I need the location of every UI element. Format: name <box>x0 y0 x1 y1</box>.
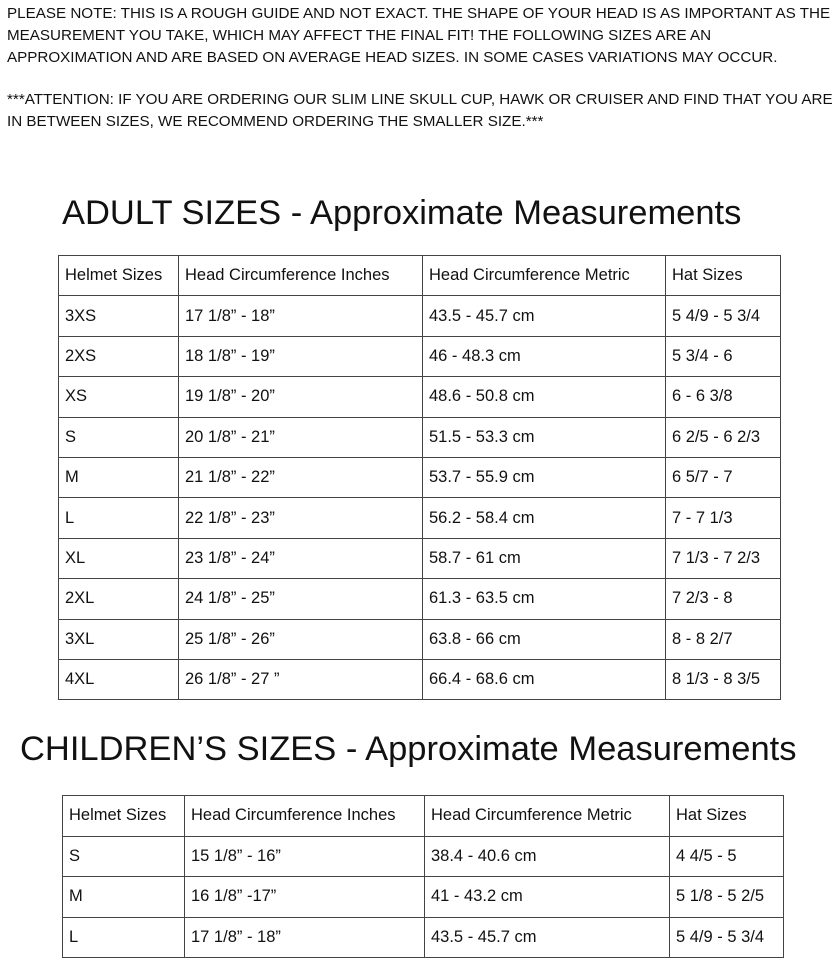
inches-cell: 17 1/8” - 18” <box>179 296 423 336</box>
column-header-helmet-sizes: Helmet Sizes <box>59 256 179 296</box>
table-row <box>63 836 784 877</box>
table-row <box>63 917 784 958</box>
helmet-size-cell: S <box>63 836 185 877</box>
attention-note: ***ATTENTION: IF YOU ARE ORDERING OUR SLIM LINE SKULL CUP, HAWK OR CRUISER AND FIND THAT YOU ARE IN BETWEEN SIZES, WE RECOMMEND ORDERING THE SMALLER SIZE.*** <box>7 91 833 130</box>
column-header-metric: Head Circumference Metric <box>423 256 666 296</box>
inches-cell: 23 1/8” - 24” <box>179 538 423 578</box>
inches-cell: 17 1/8” - 18” <box>185 917 425 958</box>
inches-cell: 18 1/8” - 19” <box>179 336 423 376</box>
inches-cell: 21 1/8” - 22” <box>179 457 423 497</box>
table-row <box>59 538 781 578</box>
hat-size-cell: 7 - 7 1/3 <box>666 498 781 538</box>
column-header-inches: Head Circumference Inches <box>179 256 423 296</box>
hat-size-cell: 5 4/9 - 5 3/4 <box>666 296 781 336</box>
children-sizes-heading: CHILDREN’S SIZES - Approximate Measurements <box>20 730 797 768</box>
disclaimer-note: PLEASE NOTE: THIS IS A ROUGH GUIDE AND NOT EXACT. THE SHAPE OF YOUR HEAD IS AS IMPORTANT AS THE MEASUREMENT YOU TAKE, WHICH MAY AFFECT THE FINAL FIT! THE FOLLOWING SIZES ARE AN APPROXIMATION AND ARE BASED ON AVERAGE HEAD SIZES. IN SOME CASES VARIATIONS MAY OCCUR. <box>7 5 831 66</box>
inches-cell: 26 1/8” - 27 ” <box>179 659 423 699</box>
metric-cell: 38.4 - 40.6 cm <box>425 836 670 877</box>
helmet-size-cell: M <box>63 877 185 918</box>
table-header-row <box>59 256 781 296</box>
hat-size-cell: 6 5/7 - 7 <box>666 457 781 497</box>
inches-cell: 16 1/8” -17” <box>185 877 425 918</box>
table-row <box>59 579 781 619</box>
hat-size-cell: 7 2/3 - 8 <box>666 579 781 619</box>
hat-size-cell: 6 2/5 - 6 2/3 <box>666 417 781 457</box>
metric-cell: 43.5 - 45.7 cm <box>425 917 670 958</box>
hat-size-cell: 8 - 8 2/7 <box>666 619 781 659</box>
inches-cell: 24 1/8” - 25” <box>179 579 423 619</box>
column-header-helmet-sizes: Helmet Sizes <box>63 796 185 837</box>
column-header-hat-sizes: Hat Sizes <box>666 256 781 296</box>
table-row <box>59 659 781 699</box>
table-row <box>59 619 781 659</box>
table-row <box>59 377 781 417</box>
column-header-inches: Head Circumference Inches <box>185 796 425 837</box>
metric-cell: 63.8 - 66 cm <box>423 619 666 659</box>
metric-cell: 43.5 - 45.7 cm <box>423 296 666 336</box>
metric-cell: 46 - 48.3 cm <box>423 336 666 376</box>
table-row <box>59 498 781 538</box>
helmet-size-cell: L <box>63 917 185 958</box>
adult-sizes-heading: ADULT SIZES - Approximate Measurements <box>62 194 742 232</box>
helmet-size-cell: S <box>59 417 179 457</box>
hat-size-cell: 7 1/3 - 7 2/3 <box>666 538 781 578</box>
table-row <box>59 457 781 497</box>
helmet-size-cell: 2XS <box>59 336 179 376</box>
metric-cell: 58.7 - 61 cm <box>423 538 666 578</box>
children-size-table <box>62 795 784 958</box>
inches-cell: 19 1/8” - 20” <box>179 377 423 417</box>
helmet-size-cell: 3XL <box>59 619 179 659</box>
table-row <box>59 417 781 457</box>
metric-cell: 51.5 - 53.3 cm <box>423 417 666 457</box>
table-row <box>59 336 781 376</box>
table-row <box>63 877 784 918</box>
table-row <box>59 296 781 336</box>
helmet-size-cell: 3XS <box>59 296 179 336</box>
metric-cell: 53.7 - 55.9 cm <box>423 457 666 497</box>
table-header-row <box>63 796 784 837</box>
hat-size-cell: 6 - 6 3/8 <box>666 377 781 417</box>
adult-size-table <box>58 255 781 700</box>
hat-size-cell: 8 1/3 - 8 3/5 <box>666 659 781 699</box>
inches-cell: 25 1/8” - 26” <box>179 619 423 659</box>
inches-cell: 22 1/8” - 23” <box>179 498 423 538</box>
metric-cell: 48.6 - 50.8 cm <box>423 377 666 417</box>
helmet-size-cell: XL <box>59 538 179 578</box>
column-header-hat-sizes: Hat Sizes <box>670 796 784 837</box>
helmet-size-cell: 2XL <box>59 579 179 619</box>
hat-size-cell: 5 3/4 - 6 <box>666 336 781 376</box>
metric-cell: 41 - 43.2 cm <box>425 877 670 918</box>
hat-size-cell: 4 4/5 - 5 <box>670 836 784 877</box>
helmet-size-cell: L <box>59 498 179 538</box>
metric-cell: 56.2 - 58.4 cm <box>423 498 666 538</box>
inches-cell: 20 1/8” - 21” <box>179 417 423 457</box>
helmet-size-cell: 4XL <box>59 659 179 699</box>
hat-size-cell: 5 4/9 - 5 3/4 <box>670 917 784 958</box>
inches-cell: 15 1/8” - 16” <box>185 836 425 877</box>
helmet-size-cell: M <box>59 457 179 497</box>
metric-cell: 61.3 - 63.5 cm <box>423 579 666 619</box>
hat-size-cell: 5 1/8 - 5 2/5 <box>670 877 784 918</box>
metric-cell: 66.4 - 68.6 cm <box>423 659 666 699</box>
column-header-metric: Head Circumference Metric <box>425 796 670 837</box>
helmet-size-cell: XS <box>59 377 179 417</box>
